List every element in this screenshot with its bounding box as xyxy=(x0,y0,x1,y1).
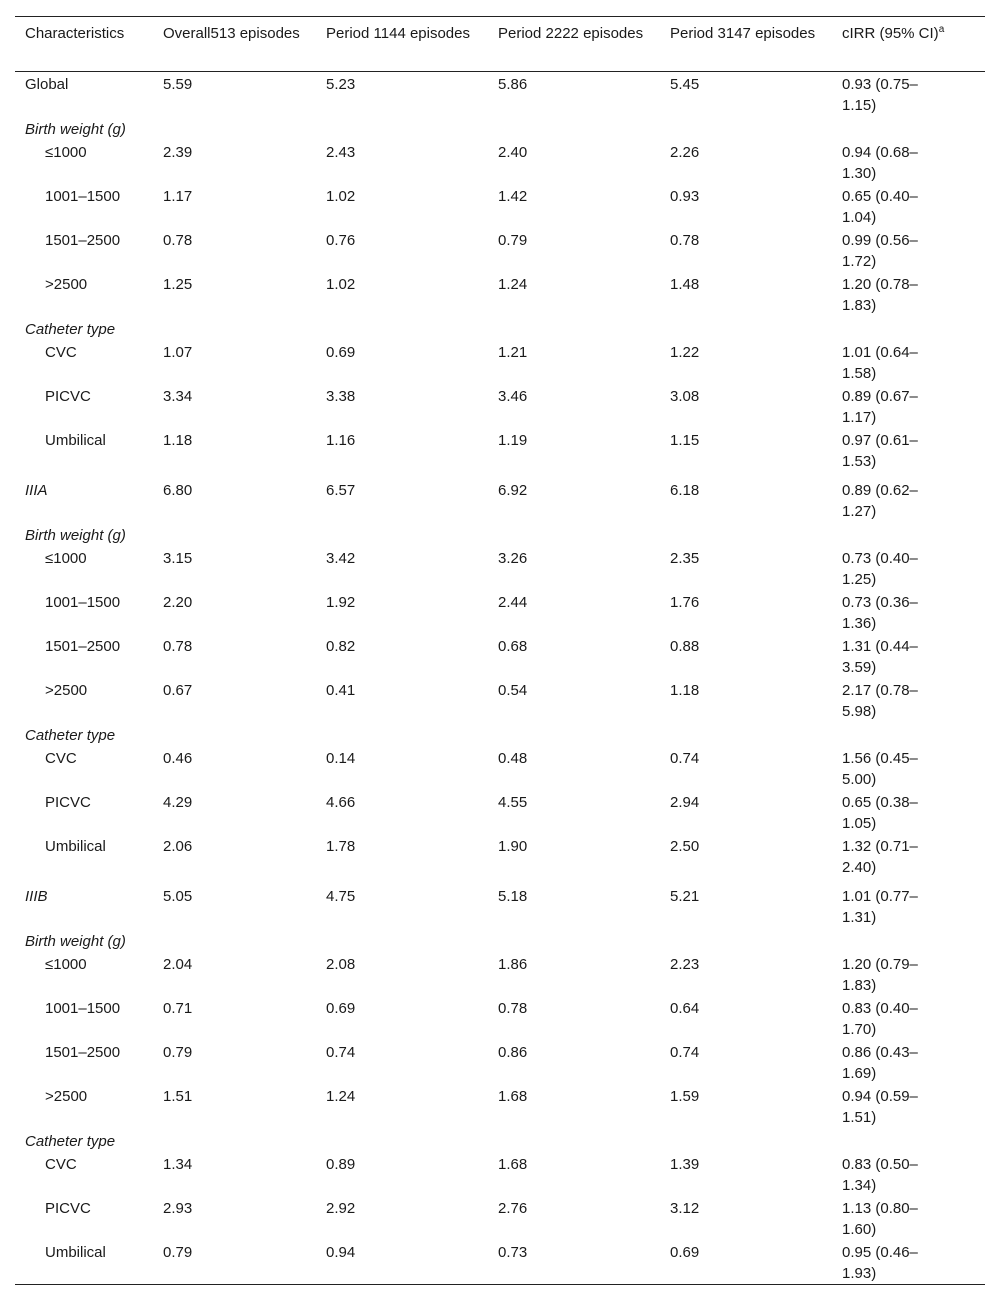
cell-period2: 1.90 xyxy=(498,838,528,855)
table-row xyxy=(15,1084,985,1128)
cell-period2: 0.73 xyxy=(498,1244,528,1261)
cell-overall: 1.51 xyxy=(163,1088,193,1105)
section-row xyxy=(15,72,985,117)
cell-period3: 2.94 xyxy=(670,794,700,811)
cell-cirr: 0.99 (0.56–1.72) xyxy=(842,232,918,270)
cell-overall: 2.93 xyxy=(163,1200,193,1217)
cell-overall: 3.15 xyxy=(163,550,193,567)
row-label: 1501–2500 xyxy=(45,1044,121,1061)
cell-period3: 0.78 xyxy=(670,232,700,249)
row-label: 1501–2500 xyxy=(45,638,121,655)
cell-period1: 0.94 xyxy=(326,1244,356,1261)
cell-period2: 4.55 xyxy=(498,794,528,811)
cell-period1: 2.92 xyxy=(326,1200,356,1217)
cell-overall: 2.39 xyxy=(163,144,193,161)
cell-cirr: 1.32 (0.71–2.40) xyxy=(842,838,918,876)
cell-cirr: 0.65 (0.40–1.04) xyxy=(842,188,918,226)
cell-period1: 0.74 xyxy=(326,1044,356,1061)
cell-cirr: 1.01 (0.64–1.58) xyxy=(842,344,918,382)
row-label: Umbilical xyxy=(45,432,106,449)
row-label: >2500 xyxy=(45,682,88,699)
section-row xyxy=(15,472,985,522)
row-label: ≤1000 xyxy=(45,956,87,973)
cell-cirr: 0.89 (0.62–1.27) xyxy=(842,482,918,520)
cell-cirr: 1.56 (0.45–5.00) xyxy=(842,750,918,788)
cell-period3: 1.22 xyxy=(670,344,700,361)
table-row xyxy=(15,428,985,472)
cell-period2: 2.40 xyxy=(498,144,528,161)
cell-period1: 4.75 xyxy=(326,888,356,905)
table-row xyxy=(15,1240,985,1285)
cell-period3: 0.74 xyxy=(670,750,700,767)
cell-period2: 0.48 xyxy=(498,750,528,767)
table-row xyxy=(15,384,985,428)
cell-period3: 1.59 xyxy=(670,1088,700,1105)
row-label: 1001–1500 xyxy=(45,594,121,611)
cell-overall: 5.05 xyxy=(163,888,193,905)
cell-overall: 1.34 xyxy=(163,1156,193,1173)
cell-cirr: 0.94 (0.59–1.51) xyxy=(842,1088,918,1126)
cell-period2: 0.54 xyxy=(498,682,528,699)
cell-cirr: 0.86 (0.43–1.69) xyxy=(842,1044,918,1082)
cell-period1: 4.66 xyxy=(326,794,356,811)
row-label: ≤1000 xyxy=(45,144,87,161)
table-row xyxy=(15,790,985,834)
cell-cirr: 2.17 (0.78–5.98) xyxy=(842,682,918,720)
cell-overall: 0.67 xyxy=(163,682,193,699)
cell-period1: 0.69 xyxy=(326,344,356,361)
table-row xyxy=(15,590,985,634)
cell-period3: 0.64 xyxy=(670,1000,700,1017)
cell-overall: 3.34 xyxy=(163,388,193,405)
table-row xyxy=(15,952,985,996)
cell-period1: 0.41 xyxy=(326,682,356,699)
cell-period1: 0.76 xyxy=(326,232,356,249)
group-label: Catheter type xyxy=(25,727,116,744)
cell-cirr: 0.83 (0.50–1.34) xyxy=(842,1156,918,1194)
cell-period3: 1.39 xyxy=(670,1156,700,1173)
cell-period2: 1.24 xyxy=(498,276,528,293)
table-row xyxy=(15,1152,985,1196)
table-row xyxy=(15,996,985,1040)
cell-period2: 0.86 xyxy=(498,1044,528,1061)
table-row xyxy=(15,834,985,878)
cell-period1: 0.82 xyxy=(326,638,356,655)
cell-cirr: 1.01 (0.77–1.31) xyxy=(842,888,918,926)
table-row xyxy=(15,340,985,384)
cirr-label: cIRR (95% CI) xyxy=(842,25,939,42)
section-row xyxy=(15,878,985,928)
cell-cirr: 0.94 (0.68–1.30) xyxy=(842,144,918,182)
col-header-period3: Period 3147 episodes xyxy=(670,25,816,42)
cell-period3: 2.35 xyxy=(670,550,700,567)
cell-overall: 0.71 xyxy=(163,1000,193,1017)
group-header-row xyxy=(15,522,985,546)
cell-overall: 6.80 xyxy=(163,482,193,499)
cell-cirr: 0.65 (0.38–1.05) xyxy=(842,794,918,832)
cell-period2: 0.79 xyxy=(498,232,528,249)
cell-overall: 1.17 xyxy=(163,188,193,205)
cell-period1: 0.14 xyxy=(326,750,356,767)
cell-period1: 1.92 xyxy=(326,594,356,611)
row-label: CVC xyxy=(45,344,77,361)
cell-period3: 1.76 xyxy=(670,594,700,611)
cell-cirr: 0.73 (0.40–1.25) xyxy=(842,550,918,588)
cell-period1: 1.16 xyxy=(326,432,356,449)
row-label: ≤1000 xyxy=(45,550,87,567)
cell-period1: 2.08 xyxy=(326,956,356,973)
cell-overall: 2.06 xyxy=(163,838,193,855)
cell-period3: 3.08 xyxy=(670,388,700,405)
cell-overall: 1.18 xyxy=(163,432,193,449)
cell-overall: 4.29 xyxy=(163,794,193,811)
table-row xyxy=(15,546,985,590)
cell-period3: 0.93 xyxy=(670,188,700,205)
group-header-row xyxy=(15,316,985,340)
cell-cirr: 0.83 (0.40–1.70) xyxy=(842,1000,918,1038)
cell-cirr: 0.93 (0.75–1.15) xyxy=(842,76,918,114)
cell-period3: 0.88 xyxy=(670,638,700,655)
row-label: PICVC xyxy=(45,794,91,811)
cell-period3: 3.12 xyxy=(670,1200,700,1217)
cell-period1: 6.57 xyxy=(326,482,356,499)
cell-period1: 1.24 xyxy=(326,1088,356,1105)
cell-period1: 5.23 xyxy=(326,76,356,93)
cirr-footnote-marker: a xyxy=(938,24,945,35)
cell-period3: 1.18 xyxy=(670,682,700,699)
row-label: PICVC xyxy=(45,388,91,405)
cell-period1: 1.78 xyxy=(326,838,356,855)
cell-cirr: 1.31 (0.44–3.59) xyxy=(842,638,918,676)
row-label: CVC xyxy=(45,750,77,767)
cell-period3: 1.15 xyxy=(670,432,700,449)
cell-period1: 3.38 xyxy=(326,388,356,405)
group-label: Birth weight (g) xyxy=(25,933,126,950)
cell-period2: 0.78 xyxy=(498,1000,528,1017)
group-label: Birth weight (g) xyxy=(25,121,126,138)
cell-overall: 1.25 xyxy=(163,276,193,293)
cell-period2: 1.42 xyxy=(498,188,528,205)
cell-overall: 0.79 xyxy=(163,1244,193,1261)
section-label: IIIA xyxy=(25,482,48,499)
row-label: PICVC xyxy=(45,1200,91,1217)
group-header-row xyxy=(15,722,985,746)
cell-cirr: 0.73 (0.36–1.36) xyxy=(842,594,918,632)
cell-overall: 1.07 xyxy=(163,344,193,361)
table-row xyxy=(15,228,985,272)
row-label: >2500 xyxy=(45,1088,88,1105)
cell-overall: 2.20 xyxy=(163,594,193,611)
header-row xyxy=(15,17,985,72)
cell-period1: 0.89 xyxy=(326,1156,356,1173)
table-row xyxy=(15,272,985,316)
cell-period3: 0.69 xyxy=(670,1244,700,1261)
cell-period2: 3.46 xyxy=(498,388,528,405)
incidence-table-container xyxy=(15,16,985,1285)
group-header-row xyxy=(15,116,985,140)
section-label: Global xyxy=(25,76,69,93)
cell-period1: 3.42 xyxy=(326,550,356,567)
cell-period2: 3.26 xyxy=(498,550,528,567)
col-header-cirr xyxy=(832,17,985,72)
col-header-overall: Overall513 episodes xyxy=(163,25,300,42)
cell-period2: 5.86 xyxy=(498,76,528,93)
cell-cirr: 1.20 (0.79–1.83) xyxy=(842,956,918,994)
incidence-table xyxy=(15,16,985,1285)
section-label: IIIB xyxy=(25,888,48,905)
group-header-row xyxy=(15,1128,985,1152)
cell-overall: 0.46 xyxy=(163,750,193,767)
cell-overall: 5.59 xyxy=(163,76,193,93)
cell-period2: 1.21 xyxy=(498,344,528,361)
cell-period3: 1.48 xyxy=(670,276,700,293)
table-row xyxy=(15,746,985,790)
cell-period3: 2.23 xyxy=(670,956,700,973)
cell-period2: 0.68 xyxy=(498,638,528,655)
table-row xyxy=(15,1196,985,1240)
cell-period2: 6.92 xyxy=(498,482,528,499)
cell-overall: 2.04 xyxy=(163,956,193,973)
group-header-row xyxy=(15,928,985,952)
row-label: CVC xyxy=(45,1156,77,1173)
table-row xyxy=(15,678,985,722)
cell-period1: 0.69 xyxy=(326,1000,356,1017)
cell-overall: 0.78 xyxy=(163,232,193,249)
cell-period3: 2.26 xyxy=(670,144,700,161)
cell-period2: 1.19 xyxy=(498,432,528,449)
cell-period2: 1.68 xyxy=(498,1156,528,1173)
cell-period1: 2.43 xyxy=(326,144,356,161)
cell-cirr: 0.97 (0.61–1.53) xyxy=(842,432,918,470)
cell-period2: 1.86 xyxy=(498,956,528,973)
cell-period2: 1.68 xyxy=(498,1088,528,1105)
cell-period3: 6.18 xyxy=(670,482,700,499)
table-row xyxy=(15,184,985,228)
cell-period3: 5.45 xyxy=(670,76,700,93)
cell-period1: 1.02 xyxy=(326,188,356,205)
table-body xyxy=(15,72,985,1285)
table-row xyxy=(15,140,985,184)
cell-cirr: 1.13 (0.80–1.60) xyxy=(842,1200,918,1238)
row-label: Umbilical xyxy=(45,838,106,855)
col-header-period2: Period 2222 episodes xyxy=(498,25,644,42)
group-label: Catheter type xyxy=(25,1133,116,1150)
cell-period3: 5.21 xyxy=(670,888,700,905)
row-label: 1001–1500 xyxy=(45,188,121,205)
cell-period1: 1.02 xyxy=(326,276,356,293)
cell-period2: 2.76 xyxy=(498,1200,528,1217)
cell-period2: 2.44 xyxy=(498,594,528,611)
table-row xyxy=(15,1040,985,1084)
table-header xyxy=(15,17,985,72)
group-label: Birth weight (g) xyxy=(25,527,126,544)
cell-cirr: 1.20 (0.78–1.83) xyxy=(842,276,918,314)
cell-period2: 5.18 xyxy=(498,888,528,905)
cell-overall: 0.78 xyxy=(163,638,193,655)
cell-period3: 2.50 xyxy=(670,838,700,855)
row-label: >2500 xyxy=(45,276,88,293)
cell-period3: 0.74 xyxy=(670,1044,700,1061)
row-label: 1001–1500 xyxy=(45,1000,121,1017)
table-row xyxy=(15,634,985,678)
row-label: Umbilical xyxy=(45,1244,106,1261)
cell-cirr: 0.89 (0.67–1.17) xyxy=(842,388,918,426)
cell-cirr: 0.95 (0.46–1.93) xyxy=(842,1244,918,1282)
row-label: 1501–2500 xyxy=(45,232,121,249)
col-header-characteristics: Characteristics xyxy=(25,25,125,42)
col-header-period1: Period 1144 episodes xyxy=(326,25,470,42)
group-label: Catheter type xyxy=(25,321,116,338)
cell-overall: 0.79 xyxy=(163,1044,193,1061)
